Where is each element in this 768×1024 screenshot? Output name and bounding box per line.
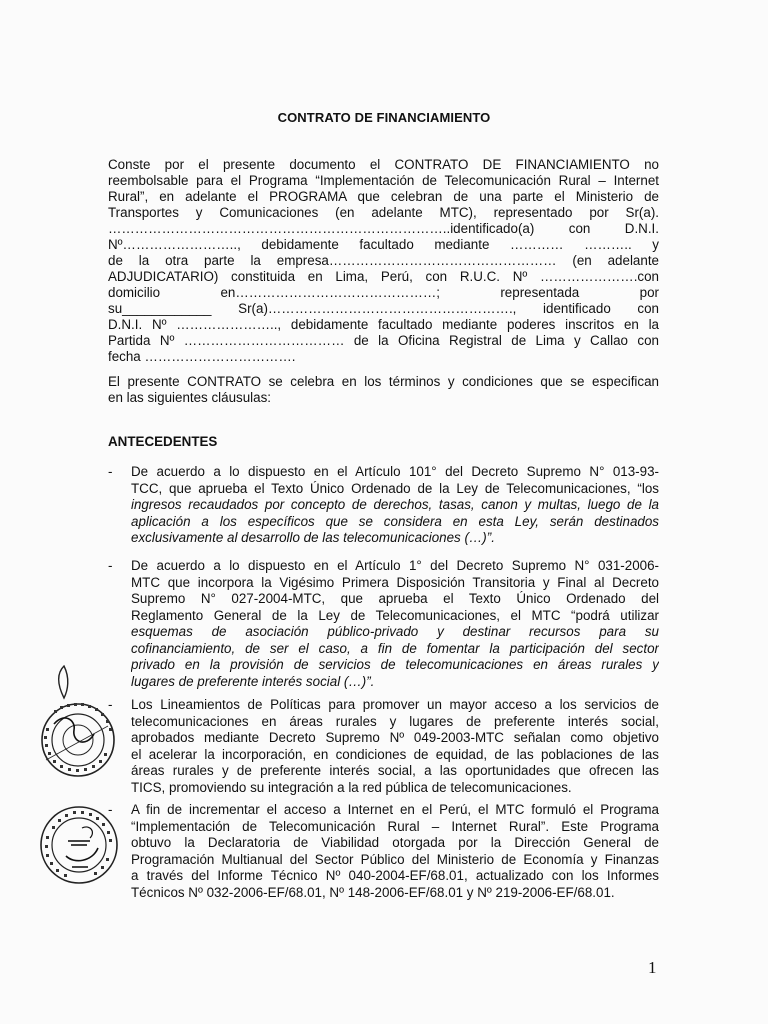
list-item [131, 697, 659, 796]
bullet-marker: - [108, 697, 113, 712]
bullet-marker: - [108, 464, 113, 479]
list-item-line: ingresos recaudados por concepto de derechos, tasas, canon y multas, luego de la [131, 497, 659, 512]
bullet-marker: - [108, 558, 113, 573]
intro-paragraph [108, 157, 659, 365]
list-item [131, 558, 659, 690]
intro-line: reembolsable para el Programa “Implementación de Telecomunicación Rural – Internet [108, 173, 659, 188]
list-item-line: Programación Multianual del Sector Público del Ministerio de Economía y Finanzas [131, 851, 659, 867]
list-item-line: Técnicos Nº 032-2006-EF/68.01, Nº 148-2006-EF/68.01 y Nº 219-2006-EF/68.01. [131, 884, 615, 900]
paragraph-line: en las siguientes cláusulas: [108, 390, 272, 405]
intro-line: D.N.I. Nº ………………….., debidamente facultado mediante poderes inscritos en la [108, 317, 659, 332]
list-item [131, 464, 659, 547]
list-item-line: exclusivamente al desarrollo de las telecomunicaciones (…)”. [131, 530, 495, 545]
list-item-line: De acuerdo a lo dispuesto en el Artículo 101° del Decreto Supremo N° 013-93- [131, 464, 659, 479]
section-heading: ANTECEDENTES [108, 434, 218, 449]
list-item-line: esquemas de asociación público-privado y destinar recursos para su [131, 624, 659, 639]
intro-line: Partida Nº ……………………………… de la Oficina Registral de Lima y Callao con [108, 333, 659, 348]
document-title: CONTRATO DE FINANCIAMIENTO [277, 110, 491, 125]
second-paragraph [108, 374, 659, 406]
intro-line: Nº…………………….., debidamente facultado mediante ………… ……….. y [108, 237, 659, 252]
list-item-line: aplicación a los específicos que se considera en esta Ley, serán destinados [131, 513, 659, 529]
intro-line: domicilio en………………………………………; representada por [108, 285, 659, 300]
list-item-line: a través del Informe Técnico Nº 040-2004-EF/68.01, actualizado con los Informes [131, 868, 659, 883]
list-item-line: A fin de incrementar el acceso a Internet en el Perú, el MTC formuló el Programa [131, 802, 659, 817]
intro-line: de la otra parte la empresa…………………………………………… (en adelante [108, 253, 659, 268]
intro-line: Transportes y Comunicaciones (en adelante MTC), representado por Sr(a). [108, 205, 659, 220]
seal-icon [34, 664, 122, 782]
intro-line: su____________ Sr(a)………………………………………………., identificado con [108, 301, 659, 316]
paragraph-line: El presente CONTRATO se celebra en los términos y condiciones que se especifican [108, 374, 659, 389]
page-number: 1 [648, 958, 657, 977]
list-item-line: áreas rurales y de preferente interés social, a las oportunidades que ofrecen las [131, 763, 659, 778]
bullet-marker: - [108, 802, 113, 817]
list-item-line: lugares de preferente interés social (…)”. [131, 673, 375, 689]
intro-line: Rural”, en adelante el PROGRAMA que celebran de una parte el Ministerio de [108, 189, 659, 204]
list-item-line: el acelerar la incorporación, en condiciones de equidad, de las poblaciones de las [131, 746, 659, 762]
list-item-line: Los Lineamientos de Políticas para promover un mayor acceso a los servicios de [131, 697, 659, 712]
intro-line: fecha ……………………………. [108, 349, 296, 364]
intro-line: …………………………………………………………………..identificado(a) con D.N.I. [108, 221, 659, 236]
list-item-line: telecomunicaciones en áreas rurales y lugares de preferente interés social, [131, 713, 659, 729]
seal-icon [38, 804, 120, 886]
list-item-line: TCC, que aprueba el Texto Único Ordenado de la Ley de Telecomunicaciones, “los [131, 480, 659, 496]
list-item-line: De acuerdo a lo dispuesto en el Artículo 1° del Decreto Supremo N° 031-2006- [131, 558, 659, 573]
list-item-line: privado en la provisión de servicios de telecomunicaciones en áreas rurales y [131, 657, 659, 672]
list-item-line: MTC que incorpora la Vigésimo Primera Disposición Transitoria y Final al Decreto [131, 574, 659, 590]
list-item-line: obtuvo la Declaratoria de Viabilidad otorgada por la Dirección General de [131, 835, 659, 850]
list-item-line: TICS, promoviendo su integración a la red pública de telecomunicaciones. [131, 779, 572, 795]
intro-line: ADJUDICATARIO) constituida en Lima, Perú, con R.U.C. Nº ………………….con [108, 269, 659, 284]
list-item-line: “Implementación de Telecomunicación Rural – Internet Rural”. Este Programa [131, 818, 659, 834]
list-item-line: aprobados mediante Decreto Supremo Nº 049-2003-MTC señalan como objetivo [131, 730, 659, 745]
list-item-line: Reglamento General de la Ley de Telecomunicaciones, el MTC “podrá utilizar [131, 607, 659, 623]
list-item-line: Supremo N° 027-2004-MTC, que aprueba el Texto Único Ordenado del [131, 591, 659, 606]
list-item [131, 802, 659, 901]
list-item-line: cofinanciamiento, de ser el caso, a fin de fomentar la participación del sector [131, 640, 659, 656]
intro-line: Conste por el presente documento el CONTRATO DE FINANCIAMIENTO no [108, 157, 659, 172]
